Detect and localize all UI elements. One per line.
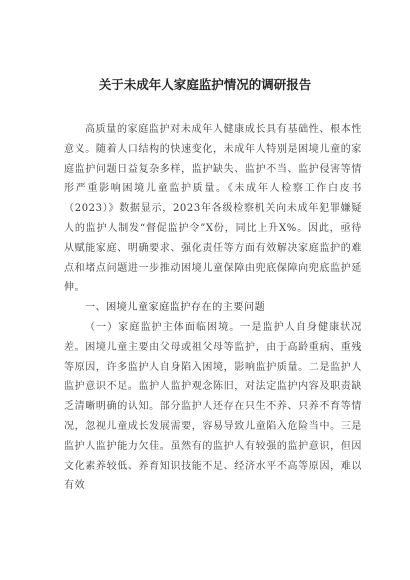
document-body bbox=[64, 120, 362, 496]
subsection-paragraph: （一）家庭监护主体面临困境。一是监护人自身健康状况差。困境儿童主要由父母或祖父母等监护，由于高龄重病、重残等原因，许多监护人自身陷入困境，影响监护质量。二是监护人监护意识不足。监护人监护观念陈旧，对法定监护内容及职责缺乏清晰明确的认知。部分监护人还存在只生不养、只养不育等情况，忽视儿童成长发展需要，容易导致儿童陷入危险当中。三是监护人监护能力欠佳。虽然有的监护人有较强的监护意识，但因文化素养较低、养育知识技能不足、经济水平不高等原因，难以有效 bbox=[64, 321, 362, 492]
section-heading: 一、困境儿童家庭监护存在的主要问题 bbox=[85, 302, 266, 314]
intro-paragraph: 高质量的家庭监护对未成年人健康成长具有基础性、根本性意义。随着人口结构的快速变化，未成年人特别是困境儿童的家庭监护问题日益复杂多样，监护缺失、监护不当、监护侵害等情形严重影响困境儿童监护质量。《未成年人检察工作白皮书（2023）》数据显示，2023年各级检察机关向未成年犯罪嫌疑人的监护人制发“督促监护令”X份，同比上升X%。因此，亟待从赋能家庭、明确要求、强化责任等方面有效解决家庭监护的难点和堵点问题进一步推动困境儿童保障由兜底保障向兜底监护延伸。 bbox=[64, 124, 362, 294]
document-title: 关于未成年人家庭监护情况的调研报告 bbox=[98, 77, 312, 92]
